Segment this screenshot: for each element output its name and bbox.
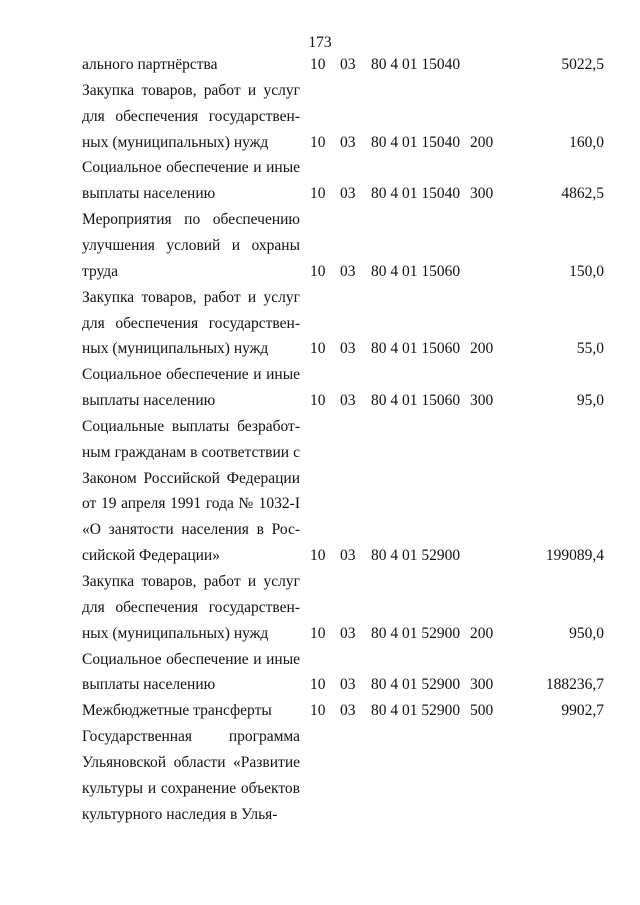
section-code: 10 — [310, 624, 326, 642]
subsection-code: 03 — [340, 340, 356, 358]
row-description-line: для обеспечения государствен- — [82, 314, 300, 332]
subsection-code: 03 — [340, 702, 356, 720]
target-article-code: 80 4 01 52900 — [371, 624, 461, 642]
amount-value: 199089,4 — [545, 547, 604, 565]
row-description-line: выплаты населению — [82, 185, 216, 203]
target-article-code: 80 4 01 15060 — [371, 262, 461, 280]
target-article-code: 80 4 01 15040 — [371, 56, 461, 73]
target-article-code: 80 4 01 15040 — [371, 133, 461, 151]
amount-value: 950,0 — [569, 624, 604, 642]
row-description-line: Закупка товаров, работ и услуг — [82, 81, 300, 99]
row-description-line: Межбюджетные трансферты — [82, 702, 272, 720]
expense-type-code: 300 — [470, 392, 494, 410]
section-code: 10 — [310, 392, 326, 410]
amount-value: 4862,5 — [561, 185, 604, 203]
row-description-line: для обеспечения государствен- — [82, 107, 300, 125]
amount-value: 188236,7 — [545, 676, 604, 694]
subsection-code: 03 — [340, 624, 356, 642]
row-description-line: ального партнёрства — [82, 56, 218, 73]
row-description-line: «О занятости населения в Рос- — [82, 521, 300, 539]
amount-value: 150,0 — [569, 262, 604, 280]
row-description-line: Социальное обеспечение и иные — [82, 366, 300, 384]
expense-type-code: 200 — [470, 133, 494, 151]
row-description-line: выплаты населению — [82, 676, 216, 694]
subsection-code: 03 — [340, 56, 356, 73]
amount-value: 9902,7 — [561, 702, 604, 720]
section-code: 10 — [310, 185, 326, 203]
subsection-code: 03 — [340, 133, 356, 151]
row-description-line: Закупка товаров, работ и услуг — [82, 288, 300, 306]
subsection-code: 03 — [340, 185, 356, 203]
row-description-line: ных (муниципальных) нужд — [82, 624, 269, 642]
expense-type-code: 200 — [470, 340, 494, 358]
row-description-line: Социальное обеспечение и иные — [82, 650, 300, 668]
amount-value: 55,0 — [576, 340, 604, 358]
subsection-code: 03 — [340, 676, 356, 694]
section-code: 10 — [310, 340, 326, 358]
row-description-line: Законом Российской Федерации — [82, 469, 300, 487]
subsection-code: 03 — [340, 262, 356, 280]
section-code: 10 — [310, 133, 326, 151]
row-description-line: выплаты населению — [82, 392, 216, 410]
row-description-line: для обеспечения государствен- — [82, 598, 300, 616]
target-article-code: 80 4 01 15040 — [371, 185, 461, 203]
target-article-code: 80 4 01 52900 — [371, 702, 461, 720]
expense-type-code: 300 — [470, 185, 494, 203]
expense-type-code: 300 — [470, 676, 494, 694]
row-description-line: Закупка товаров, работ и услуг — [82, 573, 300, 590]
row-description-line: ным гражданам в соответствии с — [82, 443, 300, 461]
target-article-code: 80 4 01 15060 — [371, 392, 461, 410]
row-description-line: Мероприятия по обеспечению — [82, 211, 300, 229]
row-description-line: Государственная программа — [82, 728, 300, 746]
expense-type-code: 200 — [470, 624, 494, 642]
section-code: 10 — [310, 547, 326, 565]
subsection-code: 03 — [340, 547, 356, 565]
subsection-code: 03 — [340, 392, 356, 410]
row-description-line: ных (муниципальных) нужд — [82, 133, 269, 151]
target-article-code: 80 4 01 52900 — [371, 676, 461, 694]
target-article-code: 80 4 01 15060 — [371, 340, 461, 358]
expense-type-code: 500 — [470, 702, 494, 720]
section-code: 10 — [310, 56, 326, 73]
row-description-line: Социальные выплаты безработ- — [82, 417, 300, 435]
section-code: 10 — [310, 702, 326, 720]
row-description-line: культуры и сохранение объектов — [82, 779, 300, 797]
row-description-line: Социальное обеспечение и иные — [82, 159, 300, 177]
section-code: 10 — [310, 676, 326, 694]
amount-value: 95,0 — [576, 392, 604, 410]
amount-value: 160,0 — [569, 133, 604, 151]
row-description-line: сийской Федерации» — [82, 547, 220, 565]
page-number: 173 — [308, 34, 332, 51]
row-description-line: от 19 апреля 1991 года № 1032-I — [82, 495, 300, 513]
section-code: 10 — [310, 262, 326, 280]
row-description-line: Ульяновской области «Развитие — [82, 753, 300, 771]
target-article-code: 80 4 01 52900 — [371, 547, 461, 565]
row-description-line: улучшения условий и охраны — [82, 236, 300, 254]
amount-value: 5022,5 — [561, 56, 604, 73]
row-description-line: труда — [82, 262, 119, 280]
row-description-line: ных (муниципальных) нужд — [82, 340, 269, 358]
row-description-line: культурного наследия в Улья- — [82, 805, 278, 823]
